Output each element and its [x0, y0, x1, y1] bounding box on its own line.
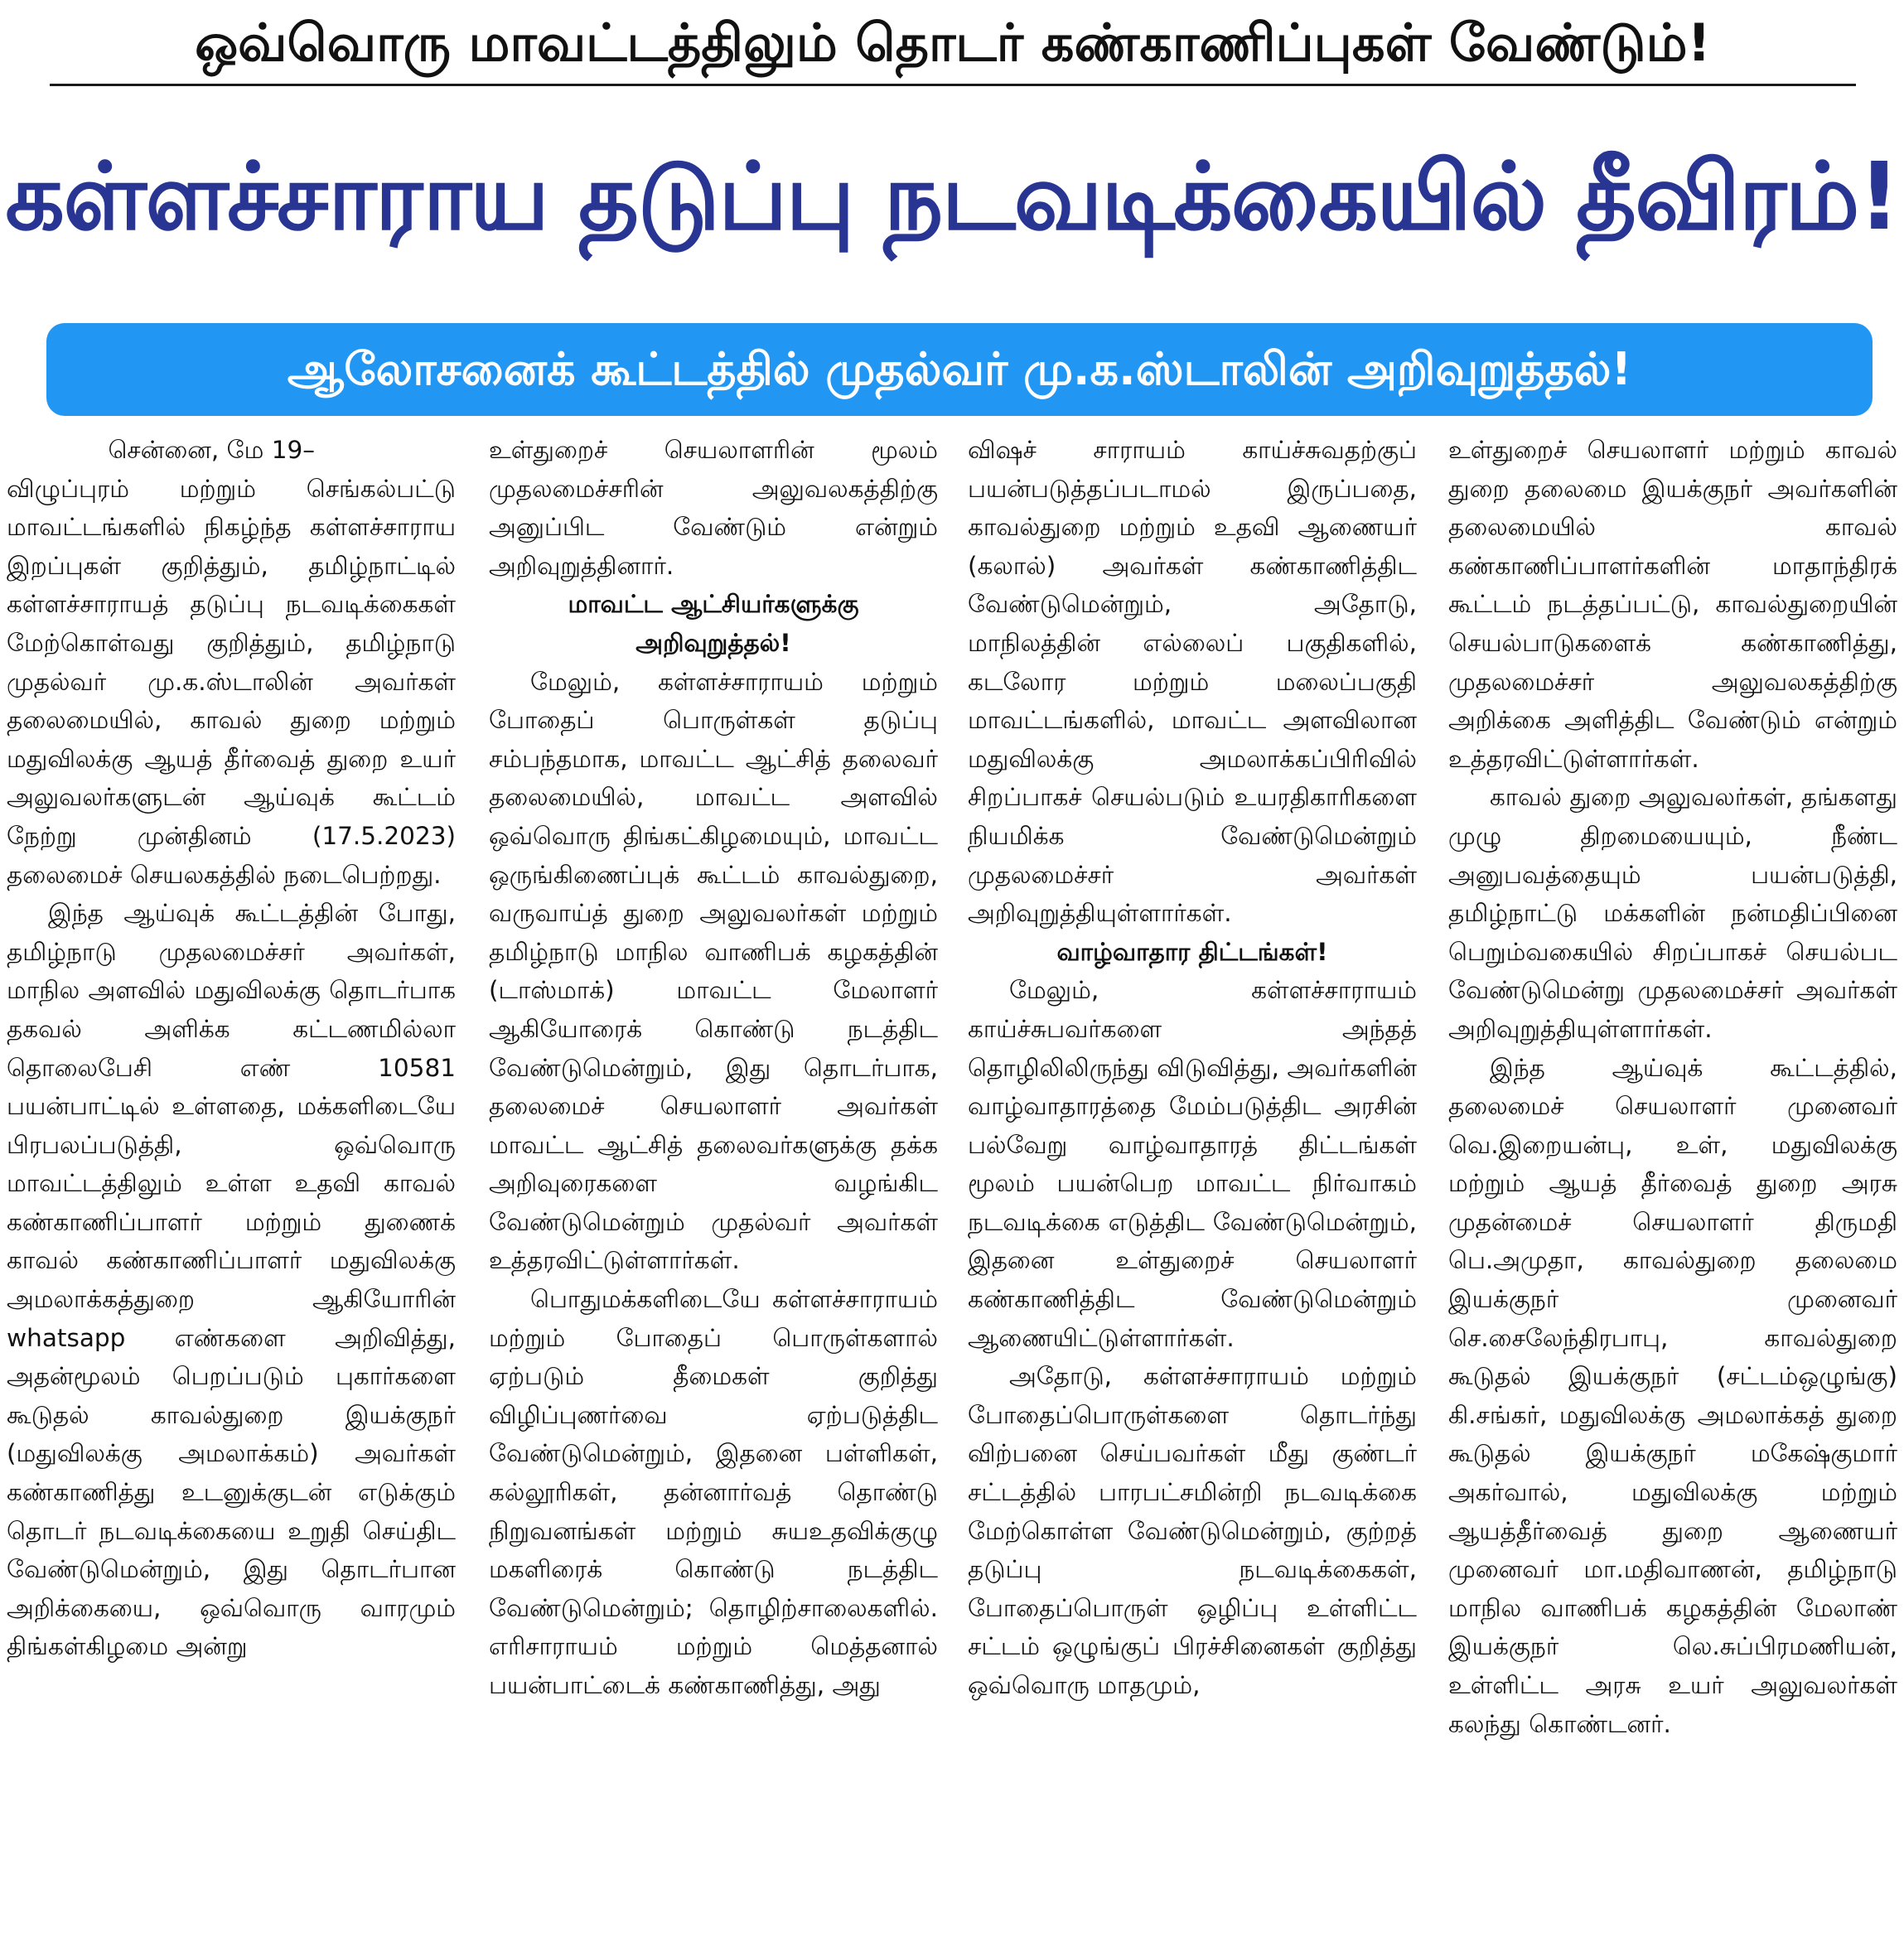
section-subheading: வாழ்வாதார திட்டங்கள்! [1056, 937, 1328, 966]
main-headline: கள்ளச்சாராய தடுப்பு நடவடிக்கையில் தீவிரம்! [5, 143, 1899, 251]
section-subheading: மாவட்ட ஆட்சியர்களுக்கு அறிவுறுத்தல்! [568, 590, 859, 657]
article-column-4 [1448, 431, 1897, 1930]
article-paragraph: உள்துறைச் செயலாளரின் மூலம் முதலமைச்சரின் அலுவலகத்திற்கு அனுப்பிட வேண்டும் என்றும் அறிவுறுத்தினார். [489, 436, 938, 580]
article-paragraph: இந்த ஆய்வுக் கூட்டத்தில், தலைமைச் செயலாளர் முனைவர் வெ.இறையன்பு, உள், மதுவிலக்கு மற்றும் ஆயத் தீர்வைத் துறை அரசு முதன்மைச் செயலாளர் திருமதி பெ.அமுதா, காவல்துறை தலைமை இயக்குநர் முனைவர் செ.சைலேந்திரபாபு, காவல்துறை கூடுதல் இயக்குநர் (சட்டம்ஒழுங்கு) கி.சங்கர், மதுவிலக்கு அமலாக்கத் துறை கூடுதல் இயக்குநர் மகேஷ்குமார் அகர்வால், மதுவிலக்கு மற்றும் ஆயத்தீர்வைத் துறை ஆணையர் முனைவர் மா.மதிவாணன், தமிழ்நாடு மாநில வாணிபக் கழகத்தின் மேலாண் இயக்குநர் லெ.சுப்பிரமணியன், உள்ளிட்ட அரசு உயர் அலுவலர்கள் கலந்து கொண்டனர். [1448, 1053, 1897, 1738]
kicker-divider [50, 84, 1856, 86]
dateline: சென்னை, மே 19– [108, 436, 315, 464]
article-paragraph: காவல் துறை அலுவலர்கள், தங்களது முழு திறமையையும், நீண்ட அனுபவத்தையும் பயன்படுத்தி, தமிழ்நாட்டு மக்களின் நன்மதிப்பினை பெறும்வகையில் சிறப்பாகச் செயல்பட வேண்டுமென்று முதலமைச்சர் அவர்கள் அறிவுறுத்தியுள்ளார்கள். [1448, 783, 1897, 1043]
article-paragraph: விழுப்புரம் மற்றும் செங்கல்பட்டு மாவட்டங்களில் நிகழ்ந்த கள்ளச்சாராய இறப்புகள் குறித்தும், தமிழ்நாட்டில் கள்ளச்சாராயத் தடுப்பு நடவடிக்கைகள் மேற்கொள்வது குறித்தும், தமிழ்நாடு முதல்வர் மு.க.ஸ்டாலின் அவர்கள் தலைமையில், காவல் துறை மற்றும் மதுவிலக்கு ஆயத் தீர்வைத் துறை உயர் அலுவலர்களுடன் ஆய்வுக் கூட்டம் நேற்று முன்தினம் (17.5.2023) தலைமைச் செயலகத்தில் நடைபெற்றது. [7, 474, 456, 889]
article-paragraph: மேலும், கள்ளச்சாராயம் காய்ச்சுபவர்களை அந்தத் தொழிலிலிருந்து விடுவித்து, அவர்களின் வாழ்வாதாரத்தை மேம்படுத்திட அரசின் பல்வேறு வாழ்வாதாரத் திட்டங்கள் மூலம் பயன்பெற மாவட்ட நிர்வாகம் நடவடிக்கை எடுத்திட வேண்டுமென்றும், இதனை உள்துறைச் செயலாளர் கண்காணித்திட வேண்டுமென்றும் ஆணையிட்டுள்ளார்கள். [968, 976, 1417, 1352]
article-paragraph: பொதுமக்களிடையே கள்ளச்சாராயம் மற்றும் போதைப் பொருள்களால் ஏற்படும் தீமைகள் குறித்து விழிப்புணர்வை ஏற்படுத்திட வேண்டுமென்றும், இதனை பள்ளிகள், கல்லூரிகள், தன்னார்வத் தொண்டு நிறுவனங்கள் மற்றும் சுயஉதவிக்குழு மகளிரைக் கொண்டு நடத்திட வேண்டுமென்றும்; தொழிற்சாலைகளில். எரிசாராயம் மற்றும் மெத்தனால் பயன்பாட்டைக் கண்காணித்து, அது [489, 1285, 938, 1699]
article-column-2 [489, 431, 938, 1930]
article-column-3 [968, 431, 1417, 1930]
subheadline-banner: ஆலோசனைக் கூட்டத்தில் முதல்வர் மு.க.ஸ்டாலின் அறிவுறுத்தல்! [46, 323, 1873, 416]
article-paragraph: மேலும், கள்ளச்சாராயம் மற்றும் போதைப் பொருள்கள் தடுப்பு சம்பந்தமாக, மாவட்ட ஆட்சித் தலைவர் தலைமையில், மாவட்ட அளவில் ஒவ்வொரு திங்கட்கிழமையும், மாவட்ட ஒருங்கிணைப்புக் கூட்டம் காவல்துறை, வருவாய்த் துறை அலுவலர்கள் மற்றும் தமிழ்நாடு மாநில வாணிபக் கழகத்தின் (டாஸ்மாக்) மாவட்ட மேலாளர் ஆகியோரைக் கொண்டு நடத்திட வேண்டுமென்றும், இது தொடர்பாக, தலைமைச் செயலாளர் அவர்கள் மாவட்ட ஆட்சித் தலைவர்களுக்கு தக்க அறிவுரைகளை வழங்கிட வேண்டுமென்றும் முதல்வர் அவர்கள் உத்தரவிட்டுள்ளார்கள். [489, 667, 938, 1275]
kicker-headline: ஒவ்வொரு மாவட்டத்திலும் தொடர் கண்காணிப்புகள் வேண்டும்! [195, 12, 1711, 73]
article-paragraph: விஷச் சாராயம் காய்ச்சுவதற்குப் பயன்படுத்தப்படாமல் இருப்பதை, காவல்துறை மற்றும் உதவி ஆணையர் (கலால்) அவர்கள் கண்காணித்திட வேண்டுமென்றும், அதோடு, மாநிலத்தின் எல்லைப் பகுதிகளில், கடலோர மற்றும் மலைப்பகுதி மாவட்டங்களில், மாவட்ட அளவிலான மதுவிலக்கு அமலாக்கப்பிரிவில் சிறப்பாகச் செயல்படும் உயரதிகாரிகளை நியமிக்க வேண்டுமென்றும் முதலமைச்சர் அவர்கள் அறிவுறுத்தியுள்ளார்கள். [968, 436, 1417, 928]
article-paragraph: உள்துறைச் செயலாளர் மற்றும் காவல் துறை தலைமை இயக்குநர் அவர்களின் தலைமையில் காவல் கண்காணிப்பாளர்களின் மாதாந்திரக் கூட்டம் நடத்தப்பட்டு, காவல்துறையின் செயல்பாடுகளைக் கண்காணித்து, முதலமைச்சர் அலுவலகத்திற்கு அறிக்கை அளித்திட வேண்டும் என்றும் உத்தரவிட்டுள்ளார்கள். [1448, 436, 1897, 773]
article-paragraph: அதோடு, கள்ளச்சாராயம் மற்றும் போதைப்பொருள்களை தொடர்ந்து விற்பனை செய்பவர்கள் மீது குண்டர் சட்டத்தில் பாரபட்சமின்றி நடவடிக்கை மேற்கொள்ள வேண்டுமென்றும், குற்றத் தடுப்பு நடவடிக்கைகள், போதைப்பொருள் ஒழிப்பு உள்ளிட்ட சட்டம் ஒழுங்குப் பிரச்சினைகள் குறித்து ஒவ்வொரு மாதமும், [968, 1362, 1417, 1699]
article-paragraph: இந்த ஆய்வுக் கூட்டத்தின் போது, தமிழ்நாடு முதலமைச்சர் அவர்கள், மாநில அளவில் மதுவிலக்கு தொடர்பாக தகவல் அளிக்க கட்டணமில்லா தொலைபேசி எண் 10581 பயன்பாட்டில் உள்ளதை, மக்களிடையே பிரபலப்படுத்தி, ஒவ்வொரு மாவட்டத்திலும் உள்ள உதவி காவல் கண்காணிப்பாளர் மற்றும் துணைக் காவல் கண்காணிப்பாளர் மதுவிலக்கு அமலாக்கத்துறை ஆகியோரின் whatsapp எண்களை அறிவித்து, அதன்மூலம் பெறப்படும் புகார்களை கூடுதல் காவல்துறை இயக்குநர் (மதுவிலக்கு அமலாக்கம்) அவர்கள் கண்காணித்து உடனுக்குடன் எடுக்கும் தொடர் நடவடிக்கையை உறுதி செய்திட வேண்டுமென்றும், இது தொடர்பான அறிக்கையை, ஒவ்வொரு வாரமும் திங்கள்கிழமை அன்று [7, 899, 456, 1661]
article-column-1 [7, 431, 456, 1930]
